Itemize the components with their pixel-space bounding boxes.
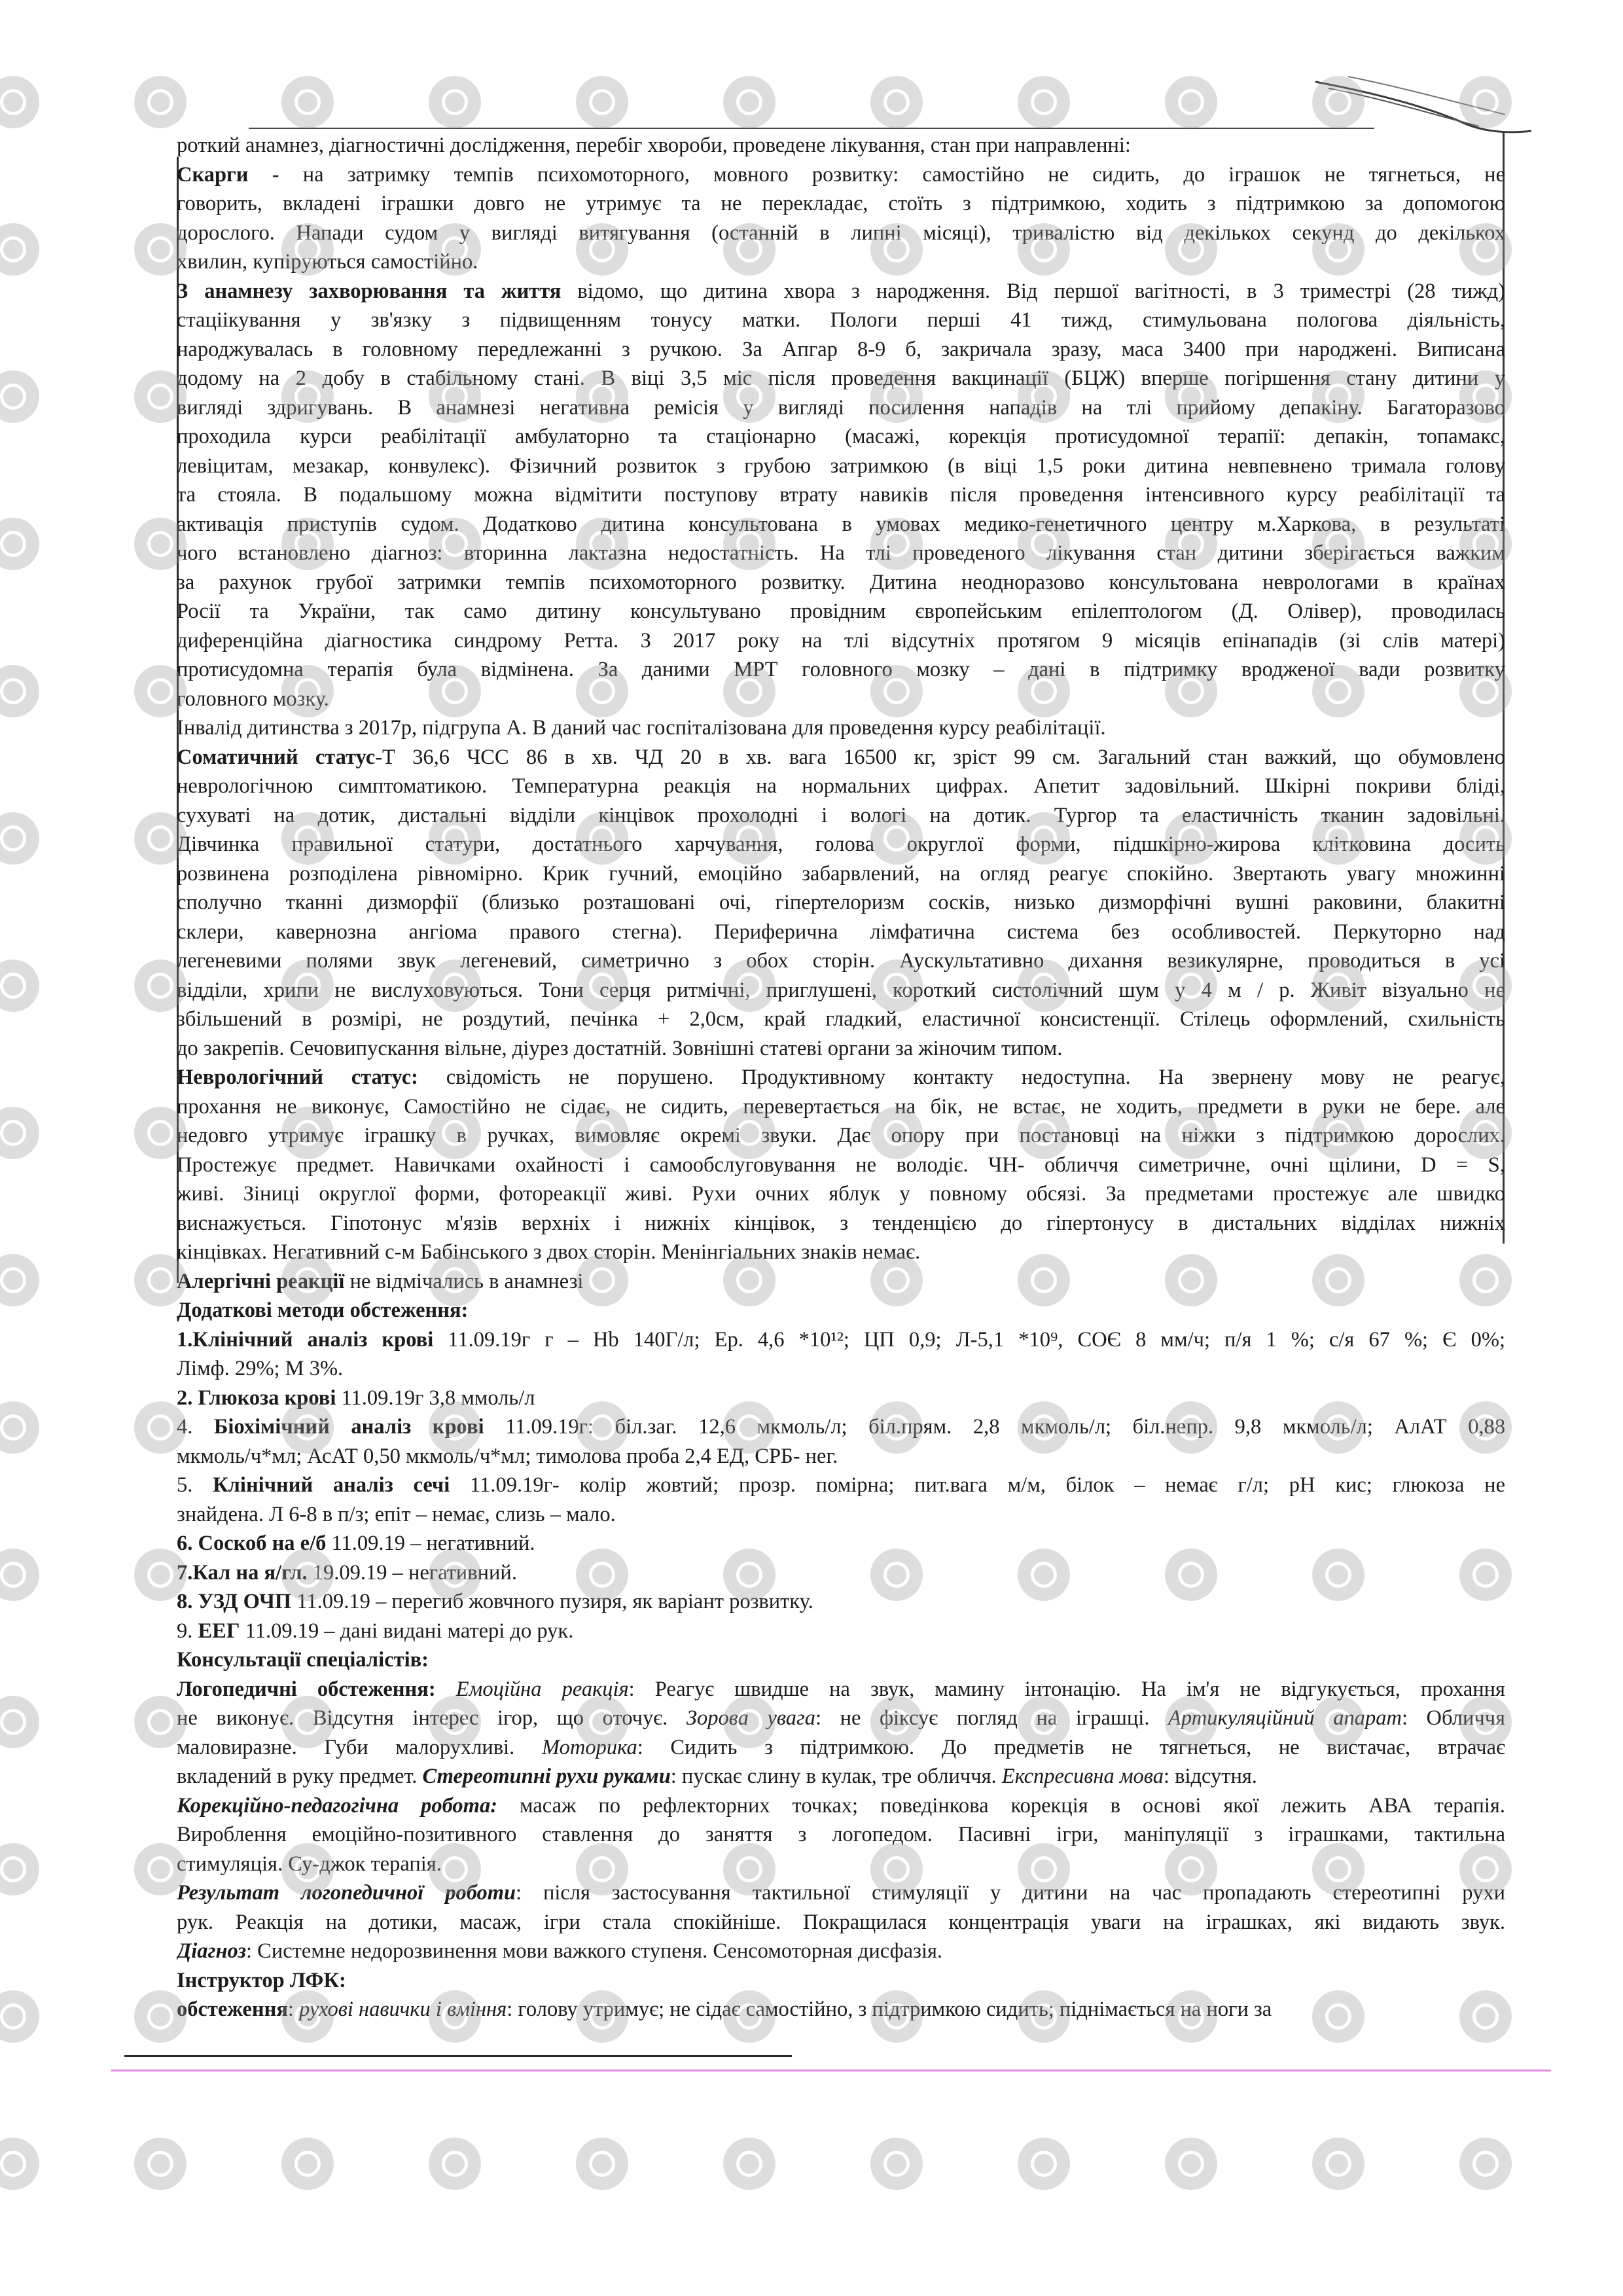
text-run: неврологічною симптоматикою. Температурна реакція на нормальних цифрах. Апетит задовільний. Шкірні покриви бліді,: [177, 774, 1505, 798]
watermark-logo: [0, 1833, 85, 1931]
text-line: [177, 772, 1505, 801]
text-run: Скарги: [177, 162, 249, 187]
text-run: вкладений в руку предмет.: [177, 1765, 423, 1788]
text-run: рухові навички і вміння: [299, 1998, 507, 2021]
watermark-logo: [0, 1685, 85, 1784]
text-run: не відмічались в анамнезі: [344, 1269, 584, 1293]
text-line: [177, 1500, 1505, 1530]
watermark-logo: [723, 2127, 821, 2225]
watermark-logo: [1312, 2127, 1410, 2225]
watermark-hand-icon: [134, 76, 187, 128]
text-run: диференційна діагностика синдрому Ретта. З 2017 року на тлі відсутніх протягом 9 місяців епінападів (зі слів матері): [177, 628, 1505, 653]
text-line: [177, 1267, 1505, 1297]
watermark-hand-icon: [870, 76, 923, 128]
medical-record-text: [177, 131, 1505, 2024]
text-line: [177, 918, 1505, 947]
text-run: : Системне недорозвинення мови важкого ступеня. Сенсомоторная дисфазія.: [246, 1939, 943, 1963]
watermark-logo: [576, 2127, 674, 2225]
text-run: Зорова увага: [686, 1706, 815, 1730]
watermark-logo: [0, 213, 85, 311]
text-run: 4.: [177, 1415, 214, 1439]
text-run: - на затримку темпів психомоторного, мовного розвитку: самостійно не сидить, до іграшок не тягнеться, не: [248, 162, 1505, 187]
text-line: [177, 480, 1505, 510]
text-run: Алергічні реакції: [177, 1269, 345, 1293]
watermark-hand-icon: [1018, 76, 1070, 128]
text-run: Інструктор ЛФК:: [177, 1968, 346, 1992]
text-run: 11.09.19 – дані видані матері до рук.: [240, 1619, 574, 1643]
text-run: вигляді здригувань. В анамнезі негативна ремісія у вигляді посилення нападів на тлі прийому депакіну. Багаторазово: [177, 395, 1505, 420]
text-run: прохання не виконує, Самостійно не сідає, не сидить, перевертається на бік, не встає, не ходить, предмети в руки не бере. але: [177, 1094, 1505, 1119]
watermark-logo: [0, 2127, 85, 2225]
text-run: Соматичний статус: [177, 745, 376, 769]
text-line: [177, 685, 1505, 714]
text-line: [177, 1529, 1505, 1558]
watermark-logo: [0, 655, 85, 753]
text-run: дорослого. Напади судом у вигляді витягування (останній в липні місяці), тривалістю від декількох секунд до декількох: [177, 221, 1505, 245]
watermark-hand-icon: [0, 2138, 39, 2190]
text-run: Корекційно-педагогічна робота:: [177, 1793, 498, 1818]
text-line: [177, 946, 1505, 976]
watermark-logo: [0, 1096, 85, 1194]
text-line: [177, 1850, 1505, 1879]
text-run: левіцитам, мезакар, конвулекс). Фізичний розвиток з грубою затримкою (в віці 1,5 роки дитина невпевнено тримала голову: [177, 454, 1505, 478]
text-line: [177, 335, 1505, 365]
watermark-hand-icon: [576, 2138, 628, 2190]
text-run: [436, 1677, 456, 1701]
text-run: маловиразне. Губи малорухливі.: [177, 1735, 542, 1759]
text-run: 11.09.19г- колір жовтий; прозр. помірна; пит.вага м/м, білок – немає г/л; рН кис; глюкоза не: [450, 1473, 1505, 1497]
text-run: Логопедичні обстеження:: [177, 1677, 436, 1701]
text-run: живі. Зіниці округлої форми, фотореакції живі. Рухи очних яблук у повному обсязі. За предметами простежує але швидко: [177, 1182, 1505, 1206]
watermark-logo: [870, 2127, 969, 2225]
text-run: 9.: [177, 1619, 198, 1643]
text-run: стаціікування у зв'язку з підвищенням тонусу матки. Пологи перші 41 тижд, стимульована пологова діяльність,: [177, 308, 1505, 332]
text-run: 8. УЗД ОЧП: [177, 1590, 292, 1613]
text-line: [177, 888, 1505, 918]
watermark-hand-icon: [281, 2138, 334, 2190]
text-run: 7.Кал на я/гл.: [177, 1560, 308, 1585]
text-run: 11.09.19г г – Hb 140Г/л; Ер. 4,6 *10¹²; ЦП 0,9; Л-5,1 *10⁹, СОЄ 8 мм/ч; п/я 1 %; с/я 67 %; Є 0%;: [433, 1327, 1505, 1352]
watermark-hand-icon: [723, 2138, 776, 2190]
text-run: Росії та України, так само дитину консультувано провідним європейським епілептологом (Д. Олівер), проводилась: [177, 600, 1505, 623]
text-line: [177, 306, 1505, 335]
text-run: проходила курси реабілітації амбулаторно та стаціонарно (масажі, корекція протисудомної терапії: депакін, топамакс,: [177, 425, 1505, 448]
text-line: [177, 626, 1505, 656]
watermark-hand-icon: [0, 960, 39, 1012]
text-run: обстеження: [177, 1998, 288, 2021]
text-line: [177, 277, 1505, 306]
watermark-hand-icon: [0, 1990, 39, 2043]
text-run: : після застосування тактильної стимуляції у дитини на час пропадають стереотипні рухи: [516, 1881, 1505, 1905]
text-line: [177, 743, 1505, 772]
text-line: [177, 539, 1505, 568]
text-line: [177, 1937, 1505, 1966]
text-run: 11.09.19г: біл.заг. 12,6 мкмоль/л; біл.прям. 2,8 мкмоль/л; біл.непр. 9,8 мкмоль/л; АлАТ 0,88: [484, 1415, 1505, 1439]
text-line: [177, 1645, 1505, 1675]
text-run: Лімф. 29%; М 3%.: [177, 1357, 344, 1380]
text-run: : голову утримує; не сідає самостійно, з підтримкою сидить; піднімається на ноги за: [507, 1998, 1272, 2021]
text-run: Інвалід дитинства з 2017р, підгрупа А. В даний час госпіталізована для проведення курсу реабілітації.: [177, 716, 1106, 740]
watermark-hand-icon: [0, 1696, 39, 1748]
text-run: :: [287, 1998, 300, 2021]
text-run: Вироблення емоційно-позитивного ставлення до заняття з логопедом. Пасивні ігри, маніпуляції з іграшками, тактильна: [177, 1823, 1505, 1846]
text-line: [177, 1704, 1505, 1733]
text-run: 6. Соскоб на е/б: [177, 1532, 327, 1555]
text-run: рук. Реакція на дотики, масаж, ігри стала спокійніше. Покращилася концентрація уваги на іграшках, які видають звук.: [177, 1910, 1505, 1934]
text-run: до закрепів. Сечовипускання вільне, діурез достатній. Зовнішні статеві органи за жіночим типом.: [177, 1036, 1063, 1060]
text-line: [177, 247, 1505, 277]
text-line: [177, 1354, 1505, 1384]
text-line: [177, 219, 1505, 248]
text-line: [177, 1151, 1505, 1180]
text-run: Результат логопедичної роботи: [177, 1881, 516, 1905]
watermark-hand-icon: [576, 76, 628, 128]
watermark-hand-icon: [870, 2138, 923, 2190]
text-line: [177, 1820, 1505, 1850]
text-run: : не фіксує погляд на іграшці.: [815, 1706, 1169, 1730]
watermark-hand-icon: [0, 223, 39, 276]
text-run: протисудомна терапія була відмінена. За даними МРТ головного мозку – дані в підтримку вродженої вади розвитку: [177, 658, 1505, 681]
text-run: знайдена. Л 6-8 в п/з; епіт – немає, слизь – мало.: [177, 1502, 616, 1526]
text-run: : пускає слину в кулак, тре обличчя.: [670, 1765, 1002, 1788]
text-line: [177, 393, 1505, 423]
text-line: [177, 364, 1505, 393]
text-run: Біохімічний аналіз крові: [213, 1415, 484, 1439]
watermark-hand-icon: [0, 1549, 39, 1601]
watermark-hand-icon: [0, 370, 39, 423]
text-line: [177, 1762, 1505, 1791]
text-run: мкмоль/ч*мл; АсАТ 0,50 мкмоль/ч*мл; тимолова проба 2,4 ЕД, СРБ- нег.: [177, 1444, 838, 1468]
text-run: 2. Глюкоза крові: [177, 1386, 336, 1410]
text-line: [177, 422, 1505, 452]
watermark-hand-icon: [429, 2138, 481, 2190]
text-run: хвилин, купіруються самостійно.: [177, 250, 478, 274]
text-line: [177, 1384, 1505, 1413]
text-run: Неврологічний статус:: [177, 1066, 418, 1089]
text-line: [177, 1791, 1505, 1821]
watermark-logo: [429, 2127, 527, 2225]
watermark-logo: [0, 1244, 85, 1342]
text-run: Експресивна мова: [1001, 1765, 1164, 1788]
watermark-hand-icon: [0, 76, 39, 128]
text-line: [177, 1325, 1505, 1355]
watermark-hand-icon: [1165, 76, 1217, 128]
text-run: масаж по рефлекторних точках; поведінкова корекція в основі якої лежить АВА терапія.: [497, 1793, 1505, 1818]
text-run: народжувалась в головному передлежанні з ручкою. За Апгар 8-9 б, закричала зразу, маса 3400 при народжені. Виписана: [177, 337, 1505, 361]
text-line: [177, 1442, 1505, 1471]
text-run: Консультації спеціалістів:: [177, 1648, 429, 1672]
text-line: [177, 131, 1505, 160]
text-line: [177, 1121, 1505, 1151]
text-line: [177, 1733, 1505, 1763]
text-line: [177, 568, 1505, 598]
watermark-hand-icon: [1312, 2138, 1364, 2190]
text-line: [177, 510, 1505, 539]
text-run: : Реагує швидше на звук, мамину інтонацію. На ім'я не відгукується, прохання: [628, 1677, 1505, 1701]
text-line: [177, 1966, 1505, 1996]
watermark-hand-icon: [0, 1843, 39, 1895]
text-run: 11.09.19 – перегиб жовчного пузиря, як варіант розвитку.: [291, 1590, 813, 1613]
text-run: Моторика: [541, 1735, 637, 1759]
text-line: [177, 452, 1505, 481]
watermark-logo: [1459, 2127, 1558, 2225]
text-line: [177, 597, 1505, 626]
text-line: [177, 1179, 1505, 1209]
text-run: ЕЕГ: [198, 1619, 240, 1643]
text-run: Діагноз: [177, 1939, 247, 1963]
watermark-hand-icon: [1018, 2138, 1070, 2190]
text-run: 11.09.19 – негативний.: [326, 1532, 535, 1555]
watermark-hand-icon: [0, 1107, 39, 1159]
text-run: відділи, хрипи не вислуховуються. Тони серця ритмічні, приглушені, короткий систолічний шум у 4 м / р. Живіт візуально не: [177, 978, 1505, 1002]
text-run: головного мозку.: [177, 687, 329, 711]
watermark-hand-icon: [0, 665, 39, 717]
watermark-hand-icon: [0, 1401, 39, 1454]
text-run: говорить, вкладені іграшки довго не утримує та не перекладає, стоїть з підтримкою, ходить з підтримкою за допомогою: [177, 192, 1505, 215]
text-run: розвинена розподілена рівномірно. Крик гучний, емоційно забарвлений, на огляд реагує спокійно. Звертають увагу множинні: [177, 861, 1505, 886]
text-run: З анамнезу захворювання та життя: [177, 279, 562, 303]
text-line: [177, 1995, 1505, 2024]
text-line: [177, 976, 1505, 1005]
text-line: [177, 1908, 1505, 1937]
text-line: [177, 713, 1505, 743]
text-run: : Сидить з підтримкою. До предметів не тягнеться, не вистачає, втрачає: [637, 1735, 1505, 1759]
text-run: Додаткові методи обстеження:: [177, 1299, 469, 1322]
watermark-hand-icon: [281, 76, 334, 128]
text-line: [177, 1558, 1505, 1588]
watermark-logo: [134, 2127, 232, 2225]
text-line: [177, 160, 1505, 190]
text-line: [177, 1063, 1505, 1092]
watermark-logo: [0, 1391, 85, 1489]
text-run: сухуваті на дотик, дистальні відділи кінцівок прохолодні і вологі на дотик. Тургор та еластичність тканин задовільні.: [177, 803, 1505, 827]
text-line: [177, 1878, 1505, 1908]
text-run: Дівчинка правильної статури, достатнього харчування, голова округлої форми, підшкірно-жирова клітковина досить: [177, 833, 1505, 856]
text-line: [177, 1092, 1505, 1122]
text-line: [177, 1412, 1505, 1442]
watermark-logo: [0, 802, 85, 900]
text-line: [177, 1675, 1505, 1704]
text-run: збільшений в розмірі, не роздутий, печінка + 2,0см, край гладкий, еластичної консистенції. Стілець оформлений, схильність: [177, 1007, 1505, 1031]
watermark-hand-icon: [0, 1254, 39, 1306]
text-run: свідомість не порушено. Продуктивному контакту недоступна. На звернену мову не реагує,: [418, 1066, 1505, 1089]
watermark-logo: [0, 507, 85, 605]
watermark-logo: [1018, 2127, 1116, 2225]
text-run: відомо, що дитина хвора з народження. Від першої вагітності, в 3 триместрі (28 тижд): [561, 279, 1505, 303]
watermark-logo: [0, 949, 85, 1047]
text-run: Стереотипні рухи руками: [422, 1765, 671, 1788]
text-run: кінцівках. Негативний с-м Бабінського з двох сторін. Менінгіальних знаків немає.: [177, 1240, 921, 1264]
text-run: Емоційна реакція: [455, 1677, 629, 1701]
top-border-line: [249, 128, 1374, 129]
pink-rule-line: [111, 2070, 1551, 2072]
text-run: не виконує. Відсутня інтерес ігор, що оточує.: [177, 1706, 687, 1730]
text-line: [177, 801, 1505, 831]
text-run: за рахунок грубої затримки темпів психомоторного розвитку. Дитина неодноразово консультована неврологами в країнах: [177, 570, 1505, 594]
watermark-hand-icon: [1165, 2138, 1217, 2190]
text-run: стимуляція. Су-джок терапія.: [177, 1852, 442, 1876]
text-run: 19.09.19 – негативний.: [307, 1560, 517, 1585]
text-run: активація приступів судом. Додатково дитина консультована в умовах медико-генетичного центру м.Харкова, в результаті: [177, 512, 1505, 536]
text-line: [177, 655, 1505, 685]
text-run: 5.: [177, 1473, 213, 1497]
watermark-hand-icon: [0, 812, 39, 865]
watermark-hand-icon: [723, 76, 776, 128]
text-run: недовго утримує іграшку в ручках, вимовляє окремі звуки. Дає опору при постановці на ніжки з підтримкою дорослих.: [177, 1124, 1505, 1147]
text-line: [177, 859, 1505, 889]
text-line: [177, 1238, 1505, 1267]
bottom-rule-line: [124, 2055, 792, 2057]
text-run: 1.Клінічний аналіз крові: [177, 1327, 434, 1352]
text-run: виснажується. Гіпотонус м'язів верхніх і нижніх кінцівок, з тенденцією до гіпертонусу в дистальних відділах нижніх: [177, 1211, 1505, 1235]
watermark-logo: [1165, 2127, 1263, 2225]
text-run: -Т 36,6 ЧСС 86 в хв. ЧД 20 в хв. вага 16500 кг, зріст 99 см. Загальний стан важкий, що обумовлено: [375, 745, 1505, 769]
text-run: Простежує предмет. Навичками охайності і самообслуговування не володіє. ЧН- обличчя симетричне, очні щілини, D = S,: [177, 1153, 1505, 1177]
text-run: чого встановлено діагноз: вторинна лактазна недостатність. На тлі проведеного лікування стан дитини зберігається важким: [177, 541, 1505, 565]
text-line: [177, 1617, 1505, 1646]
text-run: склери, кавернозна ангіома правого стегна). Периферична лімфатична система без особливостей. Перкуторно над: [177, 920, 1505, 944]
text-run: Артикуляційний апарат: [1168, 1706, 1402, 1730]
text-run: та стояла. В подальшому можна відмітити поступову втрату навиків після проведення інтенсивного курсу реабілітації та: [177, 483, 1505, 507]
watermark-hand-icon: [1459, 2138, 1512, 2190]
text-run: 11.09.19г 3,8 ммоль/л: [336, 1386, 535, 1410]
watermark-logo: [0, 360, 85, 458]
text-line: [177, 1296, 1505, 1325]
text-line: [177, 1471, 1505, 1500]
watermark-logo: [0, 1538, 85, 1636]
text-run: Клінічний аналіз сечі: [213, 1473, 450, 1497]
text-run: додому на 2 добу в стабільному стані. В віці 3,5 міс після проведення вакцинації (БЦЖ) вперше погіршення стану дитини у: [177, 367, 1505, 390]
watermark-logo: [281, 2127, 380, 2225]
text-line: [177, 1034, 1505, 1064]
text-run: роткий анамнез, діагностичні дослідження, перебіг хвороби, проведене лікування, стан при направленні:: [177, 134, 1131, 157]
text-line: [177, 1587, 1505, 1617]
text-line: [177, 830, 1505, 859]
text-line: [177, 1005, 1505, 1034]
text-line: [177, 189, 1505, 219]
text-run: : Обличчя: [1401, 1706, 1505, 1730]
watermark-logo: [0, 1980, 85, 2078]
watermark-hand-icon: [0, 518, 39, 570]
text-run: легеневими полями звук легеневий, симетрично з обох сторін. Аускультативно дихання везикулярне, проводиться в усі: [177, 949, 1505, 973]
text-run: : відсутня.: [1163, 1765, 1257, 1788]
watermark-hand-icon: [134, 2138, 187, 2190]
watermark-logo: [0, 65, 85, 164]
text-line: [177, 1209, 1505, 1238]
watermark-hand-icon: [429, 76, 481, 128]
text-run: сполучно тканні дизморфії (близько розташовані очі, гіпертелоризм сосків, низько дизморфічні вушні раковини, блакитні: [177, 891, 1505, 914]
